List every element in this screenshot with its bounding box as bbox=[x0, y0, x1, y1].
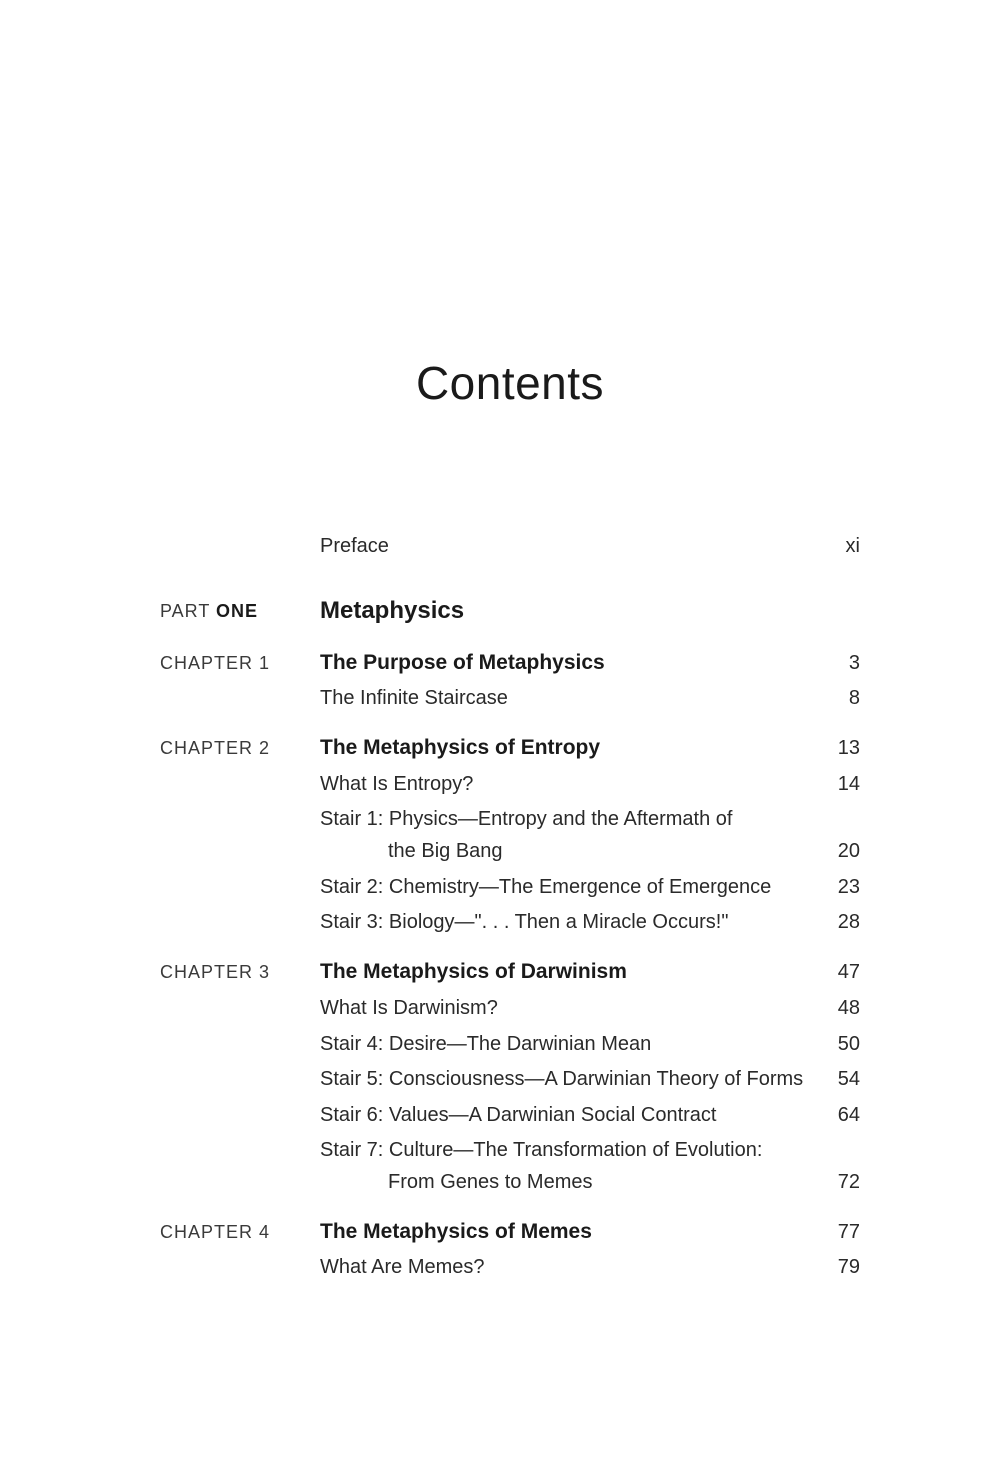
toc-section bbox=[0, 870, 1000, 904]
toc-page-number: xi bbox=[845, 535, 860, 557]
section-title: Stair 7: Culture—The Transformation of Evolution: bbox=[320, 1139, 763, 1161]
section-title: What Are Memes? bbox=[320, 1256, 485, 1278]
part-title: Metaphysics bbox=[320, 597, 465, 624]
toc-section bbox=[0, 991, 1000, 1025]
toc-page-number: 64 bbox=[837, 1104, 860, 1126]
toc-entry-preface bbox=[0, 529, 1000, 563]
section-title-continuation: the Big Bang bbox=[388, 840, 503, 862]
toc-chapter-4 bbox=[0, 1215, 1000, 1249]
chapter-label: CHAPTER 1 bbox=[160, 653, 271, 673]
section-title: Stair 4: Desire—The Darwinian Mean bbox=[320, 1033, 652, 1055]
toc-entry-title: Preface bbox=[320, 535, 389, 557]
section-title: What Is Darwinism? bbox=[320, 997, 498, 1019]
toc-section bbox=[0, 1250, 1000, 1284]
chapter-title: The Metaphysics of Memes bbox=[320, 1220, 592, 1243]
section-title: Stair 5: Consciousness—A Darwinian Theory of Forms bbox=[320, 1068, 804, 1090]
chapter-title: The Metaphysics of Entropy bbox=[320, 736, 601, 759]
toc-section bbox=[0, 905, 1000, 939]
toc-section bbox=[0, 1133, 1000, 1167]
chapter-title: The Purpose of Metaphysics bbox=[320, 651, 605, 674]
chapter-title: The Metaphysics of Darwinism bbox=[320, 960, 627, 983]
part-label: PART ONE bbox=[160, 601, 259, 621]
section-title-continuation: From Genes to Memes bbox=[388, 1171, 593, 1193]
toc-part-one bbox=[0, 594, 1000, 628]
toc-page-number: 23 bbox=[837, 876, 860, 898]
toc-section bbox=[0, 802, 1000, 836]
toc-page-number: 20 bbox=[837, 840, 860, 862]
toc-section bbox=[0, 1062, 1000, 1096]
toc-page-number: 8 bbox=[848, 687, 860, 709]
toc-page-number: 48 bbox=[837, 997, 860, 1019]
toc-page-number: 13 bbox=[837, 737, 860, 759]
toc-page-number: 50 bbox=[837, 1033, 860, 1055]
toc-page-number: 77 bbox=[837, 1221, 860, 1243]
toc-chapter-3 bbox=[0, 955, 1000, 989]
toc-chapter-2 bbox=[0, 731, 1000, 765]
toc-section bbox=[0, 681, 1000, 715]
toc-section bbox=[0, 1027, 1000, 1061]
toc-chapter-1 bbox=[0, 646, 1000, 680]
chapter-label: CHAPTER 2 bbox=[160, 738, 271, 758]
chapter-label: CHAPTER 3 bbox=[160, 962, 271, 982]
chapter-label: CHAPTER 4 bbox=[160, 1222, 271, 1242]
toc-section bbox=[0, 1098, 1000, 1132]
toc-section bbox=[0, 767, 1000, 801]
toc-page-number: 47 bbox=[837, 961, 860, 983]
section-title: Stair 6: Values—A Darwinian Social Contract bbox=[320, 1104, 717, 1126]
toc-page-number: 54 bbox=[837, 1068, 860, 1090]
section-title: The Infinite Staircase bbox=[320, 687, 508, 709]
toc-page-number: 28 bbox=[837, 911, 860, 933]
page-title: Contents bbox=[415, 357, 605, 409]
toc-page-number: 72 bbox=[837, 1171, 860, 1193]
toc-section-continuation bbox=[0, 1165, 1000, 1199]
toc-page-number: 79 bbox=[837, 1256, 860, 1278]
section-title: Stair 2: Chemistry—The Emergence of Emergence bbox=[320, 876, 772, 898]
section-title: What Is Entropy? bbox=[320, 773, 474, 795]
toc-section-continuation bbox=[0, 834, 1000, 868]
toc-page-number: 14 bbox=[837, 773, 860, 795]
section-title: Stair 1: Physics—Entropy and the Aftermath of bbox=[320, 808, 733, 830]
toc-page-number: 3 bbox=[848, 652, 860, 674]
section-title: Stair 3: Biology—". . . Then a Miracle Occurs!" bbox=[320, 911, 729, 933]
